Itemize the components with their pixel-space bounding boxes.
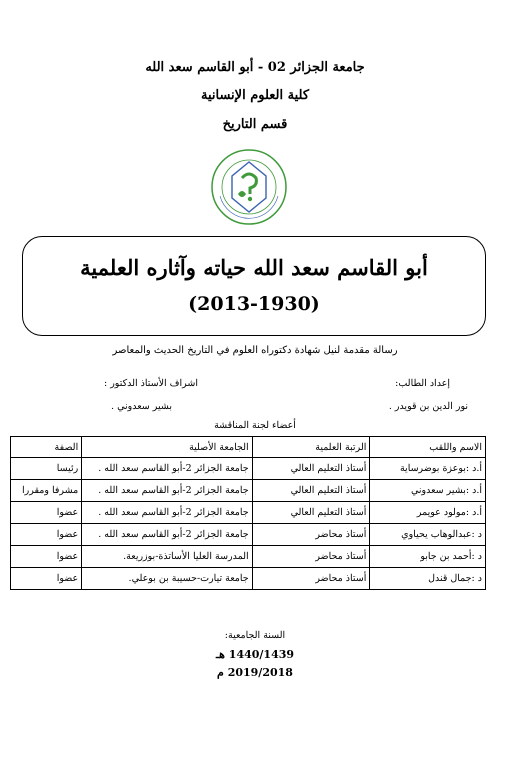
member-rank: أستاذ محاضر — [252, 546, 370, 568]
university-name: جامعة الجزائر 02 - أبو القاسم سعد الله — [145, 60, 365, 75]
academic-year-gregorian: 2019/2018 م — [217, 666, 293, 679]
member-role: عضوا — [11, 546, 82, 568]
header-name: الاسم واللقب — [370, 437, 486, 458]
member-institution: جامعة الجزائر 2-أبو القاسم سعد الله . — [82, 480, 252, 502]
thesis-subtitle: رسالة مقدمة لنيل شهادة دكتوراه العلوم في التاريخ الحديث والمعاصر — [112, 345, 398, 356]
member-name: د :عبدالوهاب يحياوي — [370, 524, 486, 546]
thesis-years: (2013-1930) — [188, 293, 320, 315]
member-institution: جامعة الجزائر 2-أبو القاسم سعد الله . — [82, 458, 252, 480]
member-role: مشرفا ومقررا — [11, 480, 82, 502]
member-role: عضوا — [11, 502, 82, 524]
table-row — [11, 524, 486, 546]
table-row — [11, 502, 486, 524]
member-rank: أستاذ التعليم العالي — [252, 458, 370, 480]
header-rank: الرتبة العلمية — [252, 437, 370, 458]
member-institution: جامعة الجزائر 2-أبو القاسم سعد الله . — [82, 502, 252, 524]
header-institution: الجامعة الأصلية — [82, 437, 252, 458]
member-name: أ.د :بوعزة بوضرساية — [370, 458, 486, 480]
academic-year-hijri: 1440/1439 هـ — [215, 648, 295, 661]
member-rank: أستاذ محاضر — [252, 568, 370, 590]
student-name: نور الدين بن قويدر . — [388, 401, 468, 412]
member-name: أ.د :مولود عويمر — [370, 502, 486, 524]
university-seal-icon — [210, 148, 288, 226]
member-role: عضوا — [11, 568, 82, 590]
thesis-title-box — [22, 236, 486, 336]
member-name: د :جمال قندل — [370, 568, 486, 590]
member-institution: جامعة الجزائر 2-أبو القاسم سعد الله . — [82, 524, 252, 546]
table-row — [11, 480, 486, 502]
member-name: أ.د :بشير سعدوني — [370, 480, 486, 502]
thesis-title: أبو القاسم سعد الله حياته وآثاره العلمية — [80, 255, 428, 280]
member-rank: أستاذ التعليم العالي — [252, 502, 370, 524]
jury-table — [10, 436, 486, 590]
department-name: قسم التاريخ — [222, 117, 288, 132]
table-row — [11, 458, 486, 480]
table-row — [11, 546, 486, 568]
jury-title: أعضاء لجنة المناقشة — [214, 420, 296, 431]
academic-year-label: السنة الجامعية: — [224, 630, 286, 641]
header-role: الصفة — [11, 437, 82, 458]
supervisor-label: اشراف الأستاذ الدكتور : — [103, 378, 198, 389]
member-rank: أستاذ التعليم العالي — [252, 480, 370, 502]
member-institution: جامعة تيارت-حسيبة بن بوعلي. — [82, 568, 252, 590]
table-header-row — [11, 437, 486, 458]
member-role: عضوا — [11, 524, 82, 546]
member-name: د :أحمد بن جابو — [370, 546, 486, 568]
member-institution: المدرسة العليا الأساتذة-بوزريعة. — [82, 546, 252, 568]
faculty-name: كلية العلوم الإنسانية — [200, 88, 310, 103]
table-row — [11, 568, 486, 590]
member-role: رئيسا — [11, 458, 82, 480]
student-label: إعداد الطالب: — [395, 378, 450, 389]
supervisor-name: بشير سعدوني . — [111, 401, 172, 412]
member-rank: أستاذ محاضر — [252, 524, 370, 546]
